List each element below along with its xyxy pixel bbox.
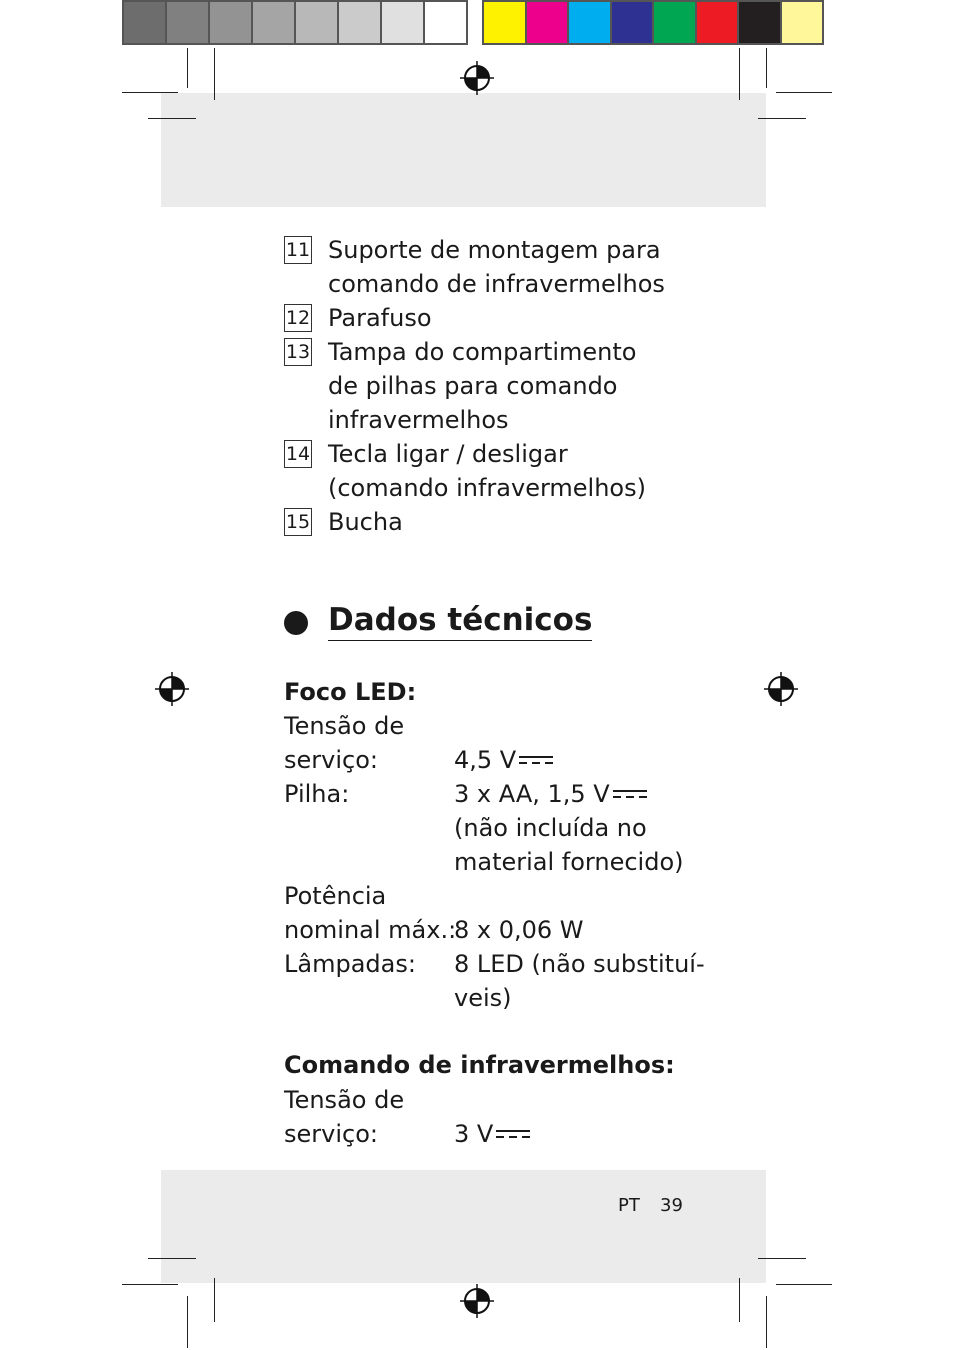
crop-mark xyxy=(148,118,196,119)
part-number: 12 xyxy=(284,304,312,332)
color-swatch xyxy=(782,0,825,45)
grayscale-bar xyxy=(122,0,468,45)
spec-value: veis) xyxy=(454,984,512,1012)
dc-symbol-icon xyxy=(613,788,647,800)
footer-lang: PT xyxy=(618,1195,640,1216)
crop-mark xyxy=(148,1258,196,1259)
color-swatch xyxy=(425,0,468,45)
spec-label: Tensão de xyxy=(284,712,405,740)
part-label-line: comando de infravermelhos xyxy=(328,270,665,298)
spec-value xyxy=(454,777,647,811)
part-label xyxy=(328,437,646,505)
page-number: 39 xyxy=(660,1195,683,1216)
crop-mark xyxy=(122,92,178,93)
part-label-line: infravermelhos xyxy=(328,406,509,434)
bottom-band xyxy=(161,1170,766,1283)
color-swatch xyxy=(253,0,296,45)
spec-label: Tensão de xyxy=(284,1086,405,1114)
part-label-line: Parafuso xyxy=(328,304,432,332)
part-label-line: (comando infravermelhos) xyxy=(328,474,646,502)
registration-mark-icon xyxy=(764,672,798,706)
spec-value-text: 4,5 V xyxy=(454,746,517,774)
crop-mark xyxy=(766,1296,767,1348)
registration-mark-icon xyxy=(460,61,494,95)
comando-title: Comando de infravermelhos: xyxy=(284,1051,675,1079)
crop-mark xyxy=(214,48,215,100)
spec-label: nominal máx.: xyxy=(284,916,457,944)
dc-symbol-icon xyxy=(496,1128,530,1140)
crop-mark xyxy=(758,1258,806,1259)
color-swatch xyxy=(482,0,527,45)
heading-text: Dados técnicos xyxy=(328,600,592,641)
crop-mark xyxy=(758,118,806,119)
part-label-line: Tecla ligar / desligar xyxy=(328,440,568,468)
color-swatch xyxy=(697,0,740,45)
spec-value xyxy=(454,743,553,777)
part-number: 14 xyxy=(284,440,312,468)
spec-value: 8 x 0,06 W xyxy=(454,916,584,944)
color-swatch xyxy=(654,0,697,45)
spec-value xyxy=(454,1117,530,1151)
part-label-line: de pilhas para comando xyxy=(328,372,618,400)
crop-mark xyxy=(739,1278,740,1322)
spec-value: material fornecido) xyxy=(454,848,684,876)
top-band xyxy=(161,93,766,207)
crop-mark xyxy=(187,48,188,88)
part-label-line: Suporte de montagem para xyxy=(328,236,661,264)
spec-value-text: 3 V xyxy=(454,1120,494,1148)
color-swatch xyxy=(569,0,612,45)
spec-label: serviço: xyxy=(284,1120,378,1148)
crop-mark xyxy=(776,92,832,93)
crop-mark xyxy=(187,1296,188,1348)
color-swatch xyxy=(167,0,210,45)
spec-label: Pilha: xyxy=(284,780,350,808)
part-label-line: Tampa do compartimento xyxy=(328,338,637,366)
spec-label: Potência xyxy=(284,882,387,910)
registration-mark-icon xyxy=(155,672,189,706)
crop-mark xyxy=(776,1284,832,1285)
part-number: 13 xyxy=(284,338,312,366)
part-label xyxy=(328,505,403,539)
bullet-icon xyxy=(284,611,308,635)
spec-label: Lâmpadas: xyxy=(284,950,416,978)
spec-value: 8 LED (não substituí- xyxy=(454,950,705,978)
part-label xyxy=(328,233,665,301)
color-swatch xyxy=(296,0,339,45)
color-swatch xyxy=(210,0,253,45)
spec-label: serviço: xyxy=(284,746,378,774)
spec-value-text: 3 x AA, 1,5 V xyxy=(454,780,610,808)
part-number: 11 xyxy=(284,236,312,264)
dc-symbol-icon xyxy=(519,754,553,766)
crop-mark xyxy=(122,1284,178,1285)
registration-mark-icon xyxy=(460,1284,494,1318)
part-label xyxy=(328,335,636,437)
crop-mark xyxy=(739,48,740,100)
color-swatch xyxy=(122,0,167,45)
part-label-line: Bucha xyxy=(328,508,403,536)
color-swatch xyxy=(382,0,425,45)
color-swatch xyxy=(739,0,782,45)
color-swatch xyxy=(527,0,570,45)
foco-title: Foco LED: xyxy=(284,678,417,706)
crop-mark xyxy=(214,1278,215,1322)
spec-value: (não incluída no xyxy=(454,814,647,842)
color-bar xyxy=(482,0,824,45)
color-swatch xyxy=(339,0,382,45)
part-label xyxy=(328,301,432,335)
color-swatch xyxy=(612,0,655,45)
part-number: 15 xyxy=(284,508,312,536)
crop-mark xyxy=(766,48,767,88)
